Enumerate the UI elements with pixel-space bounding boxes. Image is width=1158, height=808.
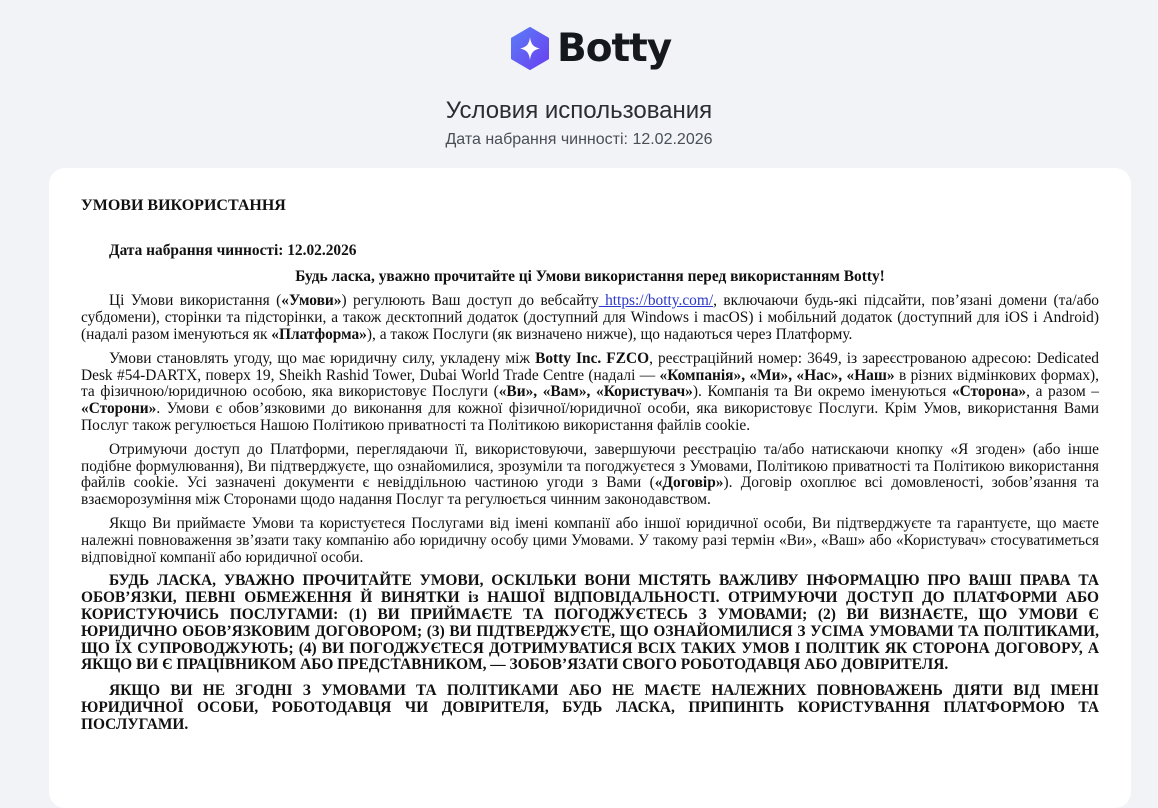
document-effective-date: Дата набрання чинності: 12.02.2026	[109, 241, 357, 259]
paragraph-scope: Ці Умови використання («Умови») регулюють Ваш доступ до вебсайту https://botty.com/, включаючи будь-які підсайти, пов’язані домени (та/або субдомени), сторінки та підсторінки, а також десктопний додаток (доступний для Windows і macOS) і мобільний додаток (доступний для iOS і Android) (надалі разом іменуються як «Платформа»), а також Послуги (як визначено нижче), що надаються через Платформу.	[81, 292, 1099, 343]
read-carefully-notice: Будь ласка, уважно прочитайте ці Умови використання перед використанням Botty!	[295, 267, 885, 285]
website-link[interactable]: https://botty.com/	[598, 292, 714, 310]
paragraph-company-use: Якщо Ви приймаєте Умови та користуєтеся Послугами від імені компанії або іншої юридичної особи, Ви підтверджуєте та гарантуєте, що маєте належні повноваження зв’язати таку компанію або юридичну особу цими Умовами. У такому разі термін «Ви», «Ваш» або «Користувач» стосуватиметься відповідної компанії або юридичної особи.	[81, 514, 1099, 566]
brand-name: Botty	[557, 26, 672, 71]
page-title: Условия использования	[445, 97, 713, 124]
paragraph-caps-disagree: ЯКЩО ВИ НЕ ЗГОДНІ З УМОВАМИ ТА ПОЛІТИКАМИ АБО НЕ МАЄТЕ НАЛЕЖНИХ ПОВНОВАЖЕНЬ ДІЯТИ ВІД ІМЕНІ ЮРИДИЧНОЇ ОСОБИ, РОБОТОДАВЦЯ ЧИ ДОВІРИТЕЛЯ, БУДЬ ЛАСКА, ПРИПИНІТЬ КОРИСТУВАННЯ ПЛАТФОРМОЮ ТА ПОСЛУГАМИ.	[81, 682, 1099, 733]
document-card	[49, 168, 1131, 808]
paragraph-caps-warning: БУДЬ ЛАСКА, УВАЖНО ПРОЧИТАЙТЕ УМОВИ, ОСКІЛЬКИ ВОНИ МІСТЯТЬ ВАЖЛИВУ ІНФОРМАЦІЮ ПРО ВАШІ ПРАВА ТА ОБОВ’ЯЗКИ, ПЕВНІ ОБМЕЖЕННЯ Й ВИНЯТКИ із НАШОЇ ВІДПОВІДАЛЬНОСТІ. ОТРИМУЮЧИ ДОСТУП ДО ПЛАТФОРМИ АБО КОРИСТУЮЧИСЬ ПОСЛУГАМИ: (1) ВИ ПРИЙМАЄТЕ ТА ПОГОДЖУЄТЕСЬ З УМОВАМИ; (2) ВИ ВИЗНАЄТЕ, ЩО УМОВИ Є ЮРИДИЧНО ОБОВ’ЯЗКОВИМ ДОГОВОРОМ; (3) ВИ ПІДТВЕРДЖУЄТЕ, ЩО ОЗНАЙОМИЛИСЯ З УСІМА УМОВАМИ ТА ПОЛІТИКАМИ, ЩО ЇХ СУПРОВОДЖУЮТЬ; (4) ВИ ПОГОДЖУЄТЕСЯ ДОТРИМУВАТИСЯ ВСІХ ТАКИХ УМОВ І ПОЛІТИК ЯК СТОРОНА ДОГОВОРУ, А ЯКЩО ВИ Є ПРАЦІВНИКОМ АБО ПРЕДСТАВНИКОМ, — ЗОБОВ’ЯЗАТИ СВОГО РОБОТОДАВЦЯ АБО ДОВІРИТЕЛЯ.	[81, 572, 1099, 674]
brand-logo[interactable]	[510, 27, 671, 70]
effective-date: Дата набрання чинності: 12.02.2026	[445, 131, 713, 148]
paragraph-parties: Умови становлять угоду, що має юридичну силу, укладену між Botty Inc. FZCO, реєстраційний номер: 3649, із зареєстрованою адресою: Dedicated Desk #54-DARTX, поверх 19, Sheikh Rashid Tower, Dubai World Trade Centre (надалі — «Компанія», «Ми», «Нас», «Наш» в різних відмінкових формах), та фізичною/юридичною особою, яка використовує Послуги («Ви», «Вам», «Користувач»). Компанія та Ви окремо іменуються «Сторона», а разом – «Сторони». Умови є обов’язковими до виконання для кожної фізичної/юридичної особи, яка використовує Послуги. Крім Умов, використання Вами Послуг також регулюється Нашою Політикою приватності та Політикою використання файлів cookie.	[81, 349, 1100, 434]
botty-logo-icon	[510, 27, 550, 70]
terms-document	[81, 198, 1099, 743]
paragraph-acceptance: Отримуючи доступ до Платформи, переглядаючи її, використовуючи, завершуючи реєстрацію та/або натискаючи кнопку «Я згоден» (або інше подібне формулювання), Ви підтверджуєте, що ознайомилися, зрозуміли та погоджуєтеся з Умовами, Політикою приватності та Політикою використання файлів cookie. Усі зазначені документи є невіддільною частиною угоди з Вами («Договір»). Договір охоплює всі домовленості, зобов’язання та взаєморозуміння між Сторонами щодо надання Послуг та регулюється чинним законодавством.	[81, 440, 1099, 509]
document-title: УМОВИ ВИКОРИСТАННЯ	[81, 197, 286, 214]
page-header	[0, 0, 1158, 168]
